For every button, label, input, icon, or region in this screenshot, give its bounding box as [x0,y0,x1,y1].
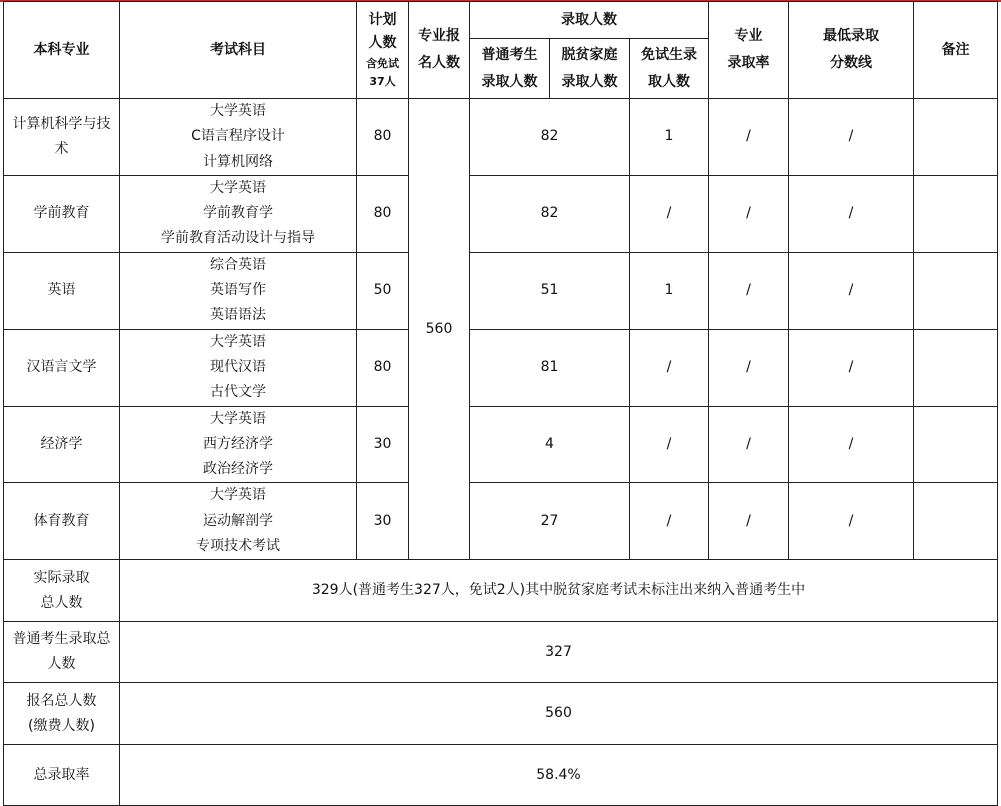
cell-admitted-exempt: / [630,329,709,406]
summary-label-line1: 实际录取 [33,569,90,586]
subject-item: 学前教育学 [203,205,273,222]
header-admitted-exempt-line2: 取人数 [648,73,690,90]
header-admitted-group: 录取人数 [470,2,709,39]
cell-plan: 80 [357,329,409,406]
header-admitted-poverty-line1: 脱贫家庭 [561,46,618,63]
cell-min-score: / [789,99,914,176]
cell-min-score: / [789,252,914,329]
cell-admitted-exempt: / [630,175,709,252]
subject-item: 英语写作 [210,282,266,299]
table-row [4,329,998,406]
cell-admitted-exempt: / [630,483,709,560]
cell-remarks [914,406,998,483]
table-row [4,406,998,483]
summary-label [4,683,120,745]
cell-min-score: / [789,175,914,252]
summary-label-line2: 人数 [47,656,76,673]
major-name-line1: 英语 [47,282,76,299]
cell-plan: 80 [357,175,409,252]
header-admitted-exempt [630,39,709,99]
header-admitted-regular-line1: 普通考生 [481,46,538,63]
header-admitted-poverty [550,39,630,99]
cell-plan: 30 [357,406,409,483]
major-name-line1: 计算机科学与技 [12,115,111,132]
cell-major-rate: / [709,406,789,483]
summary-value: 327 [120,622,998,683]
header-applicants-line1: 专业报 [418,28,460,44]
summary-label [4,745,120,806]
cell-remarks [914,252,998,329]
summary-label-line1: 总录取率 [33,766,90,783]
header-applicants-line2: 名人数 [418,55,460,71]
cell-major [4,406,120,483]
table-row [4,483,998,560]
subject-item: 综合英语 [210,256,266,273]
subject-item: 计算机网络 [203,153,273,170]
cell-subjects [120,483,357,560]
major-name-line1: 学前教育 [33,205,90,222]
major-name-line1: 经济学 [40,436,83,452]
cell-major [4,99,120,176]
subject-item: 大学英语 [210,487,266,504]
subject-item: 学前教育活动设计与指导 [161,230,315,247]
major-name-line1: 体育教育 [33,512,90,529]
header-admitted-exempt-line1: 免试生录 [641,46,697,63]
summary-label-line1: 报名总人数 [26,692,97,709]
summary-value: 58.4% [120,745,998,806]
summary-row-total-applicants [4,683,998,745]
major-name-line1: 汉语言文学 [26,359,97,376]
subject-item: 政治经济学 [203,461,273,478]
subject-item: 西方经济学 [203,435,273,452]
cell-plan: 80 [357,99,409,176]
cell-subjects [120,99,357,176]
subject-item: 大学英语 [210,103,266,119]
summary-row-regular-admitted [4,622,998,683]
cell-min-score: / [789,483,914,560]
subject-item: C语言程序设计 [191,128,285,145]
cell-major [4,252,120,329]
cell-plan: 30 [357,483,409,560]
table-row [4,252,998,329]
cell-major-rate: / [709,99,789,176]
cell-admitted-exempt: 1 [630,252,709,329]
cell-subjects [120,175,357,252]
header-major: 本科专业 [4,2,120,99]
header-plan-line2: 人数 [368,35,397,51]
header-major-rate-line1: 专业 [734,28,763,44]
table-row [4,175,998,252]
subject-item: 古代文学 [210,384,266,401]
header-plan-line4: 37人 [369,75,396,88]
cell-major-rate: / [709,329,789,406]
cell-subjects [120,252,357,329]
header-min-score-line1: 最低录取 [823,28,879,44]
cell-plan: 50 [357,252,409,329]
cell-major [4,175,120,252]
subject-item: 现代汉语 [210,358,266,375]
cell-applicants-total: 560 [409,99,470,560]
summary-row-total-rate [4,745,998,806]
header-admitted-regular [470,39,550,99]
cell-admitted-regular-poverty: 81 [470,329,630,406]
cell-remarks [914,483,998,560]
cell-subjects [120,406,357,483]
cell-major-rate: / [709,252,789,329]
subject-item: 运动解剖学 [203,512,273,529]
cell-remarks [914,175,998,252]
cell-admitted-exempt: 1 [630,99,709,176]
header-admitted-poverty-line2: 录取人数 [561,73,618,90]
subject-item: 专项技术考试 [196,538,280,555]
summary-label-line2: (缴费人数) [28,717,95,734]
summary-row-actual-admitted [4,560,998,622]
major-name-line2: 术 [54,140,69,157]
header-plan-line1: 计划 [368,12,397,28]
subject-item: 大学英语 [210,333,266,350]
cell-major [4,483,120,560]
cell-subjects [120,329,357,406]
summary-label [4,622,120,683]
summary-label-line2: 总人数 [40,594,83,611]
cell-min-score: / [789,406,914,483]
header-applicants [409,2,470,99]
header-subjects: 考试科目 [120,2,357,99]
header-admitted-regular-line2: 录取人数 [481,73,538,90]
cell-admitted-exempt: / [630,406,709,483]
header-remarks: 备注 [914,2,998,99]
admission-table [3,1,998,806]
header-major-rate [709,2,789,99]
cell-admitted-regular-poverty: 51 [470,252,630,329]
cell-major [4,329,120,406]
cell-remarks [914,99,998,176]
subject-item: 大学英语 [210,179,266,196]
cell-major-rate: / [709,483,789,560]
subject-item: 大学英语 [210,410,266,427]
summary-label-line1: 普通考生录取总 [12,631,111,648]
cell-min-score: / [789,329,914,406]
subject-item: 英语语法 [210,307,266,324]
header-min-score [789,2,914,99]
header-plan [357,2,409,99]
cell-remarks [914,329,998,406]
summary-value: 329人(普通考生327人，免试2人)其中脱贫家庭考试未标注出来纳入普通考生中 [120,560,998,622]
header-major-rate-line2: 录取率 [727,55,770,71]
cell-major-rate: / [709,175,789,252]
header-min-score-line2: 分数线 [830,55,872,71]
table-row [4,99,998,176]
cell-admitted-regular-poverty: 82 [470,175,630,252]
summary-label [4,560,120,622]
cell-admitted-regular-poverty: 82 [470,99,630,176]
header-plan-line3: 含免试 [366,57,399,70]
summary-value: 560 [120,683,998,745]
cell-admitted-regular-poverty: 27 [470,483,630,560]
cell-admitted-regular-poverty: 4 [470,406,630,483]
